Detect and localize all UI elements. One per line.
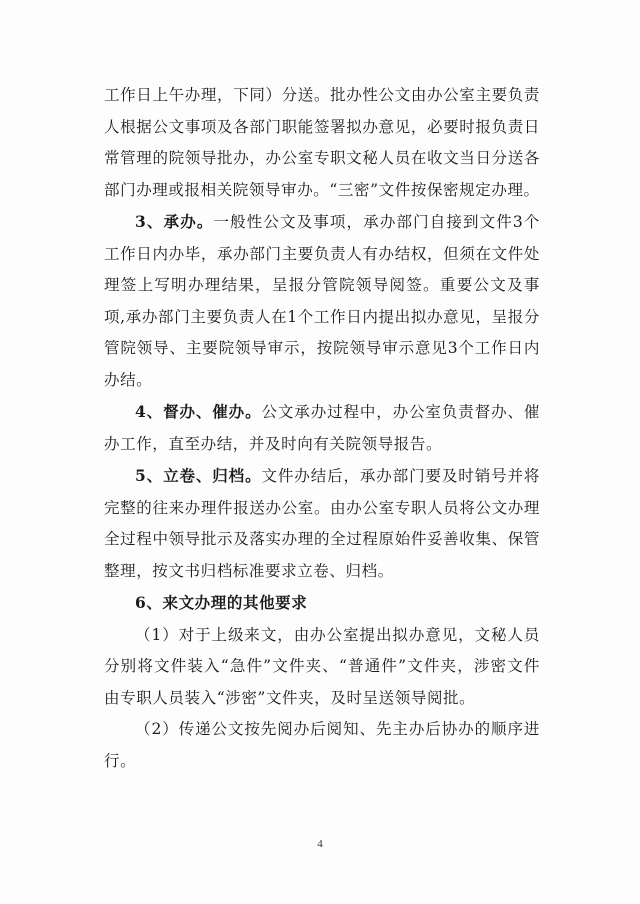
paragraph-text: 公文承办过程中，办公室负责督办、催办工作，直至办结，并及时向有关院领导报告。: [104, 403, 541, 453]
page-number: 4: [317, 838, 323, 850]
document-body: [104, 80, 540, 777]
paragraph-text: 工作日上午办理，下同）分送。批办性公文由办公室主要负责人根据公文事项及各部门职能签署拟办意见，必要时报负责日常管理的院领导批办，办公室专职文秘人员在收文当日分送各部门办理或报相关院领导审办。“三密”文件按保密规定办理。: [104, 86, 540, 199]
paragraph-heading: 4、督办、催办。: [135, 402, 262, 421]
paragraph-undertaking: [104, 206, 540, 396]
section-heading-other-requirements: [104, 587, 540, 620]
paragraph-heading: 3、承办。: [135, 212, 214, 231]
paragraph-requirement-1: [104, 620, 540, 715]
paragraph-requirement-2: [104, 714, 540, 777]
paragraph-text: 一般性公文及事项，承办部门自接到文件3个工作日内办毕，承办部门主要负责人有办结权，但须在文件处理签上写明办理结果，呈报分管院领导阅签。重要公文及事项,承办部门主要负责人在1个工作日内提出拟办意见，呈报分管院领导、主要院领导审示，按院领导审示意见3个工作日内办结。: [104, 213, 540, 389]
paragraph-supervision: [104, 396, 540, 460]
paragraph-continuation: [104, 80, 540, 206]
paragraph-text: （2）传递公文按先阅办后阅知、先主办后协办的顺序进行。: [104, 720, 540, 770]
paragraph-heading: 6、来文办理的其他要求: [135, 593, 308, 612]
paragraph-archiving: [104, 460, 540, 587]
paragraph-text: 文件办结后，承办部门要及时销号并将完整的往来办理件报送办公室。由办公室专职人员将公文办理全过程中领导批示及落实办理的全过程原始件妥善收集、保管整理，按文书归档标准要求立卷、归档。: [104, 467, 541, 580]
paragraph-text: （1）对于上级来文，由办公室提出拟办意见，文秘人员分别将文件装入“急件”文件夹、“普通件”文件夹，涉密文件由专职人员装入“涉密”文件夹，及时呈送领导阅批。: [104, 625, 540, 707]
paragraph-heading: 5、立卷、归档。: [135, 466, 262, 485]
